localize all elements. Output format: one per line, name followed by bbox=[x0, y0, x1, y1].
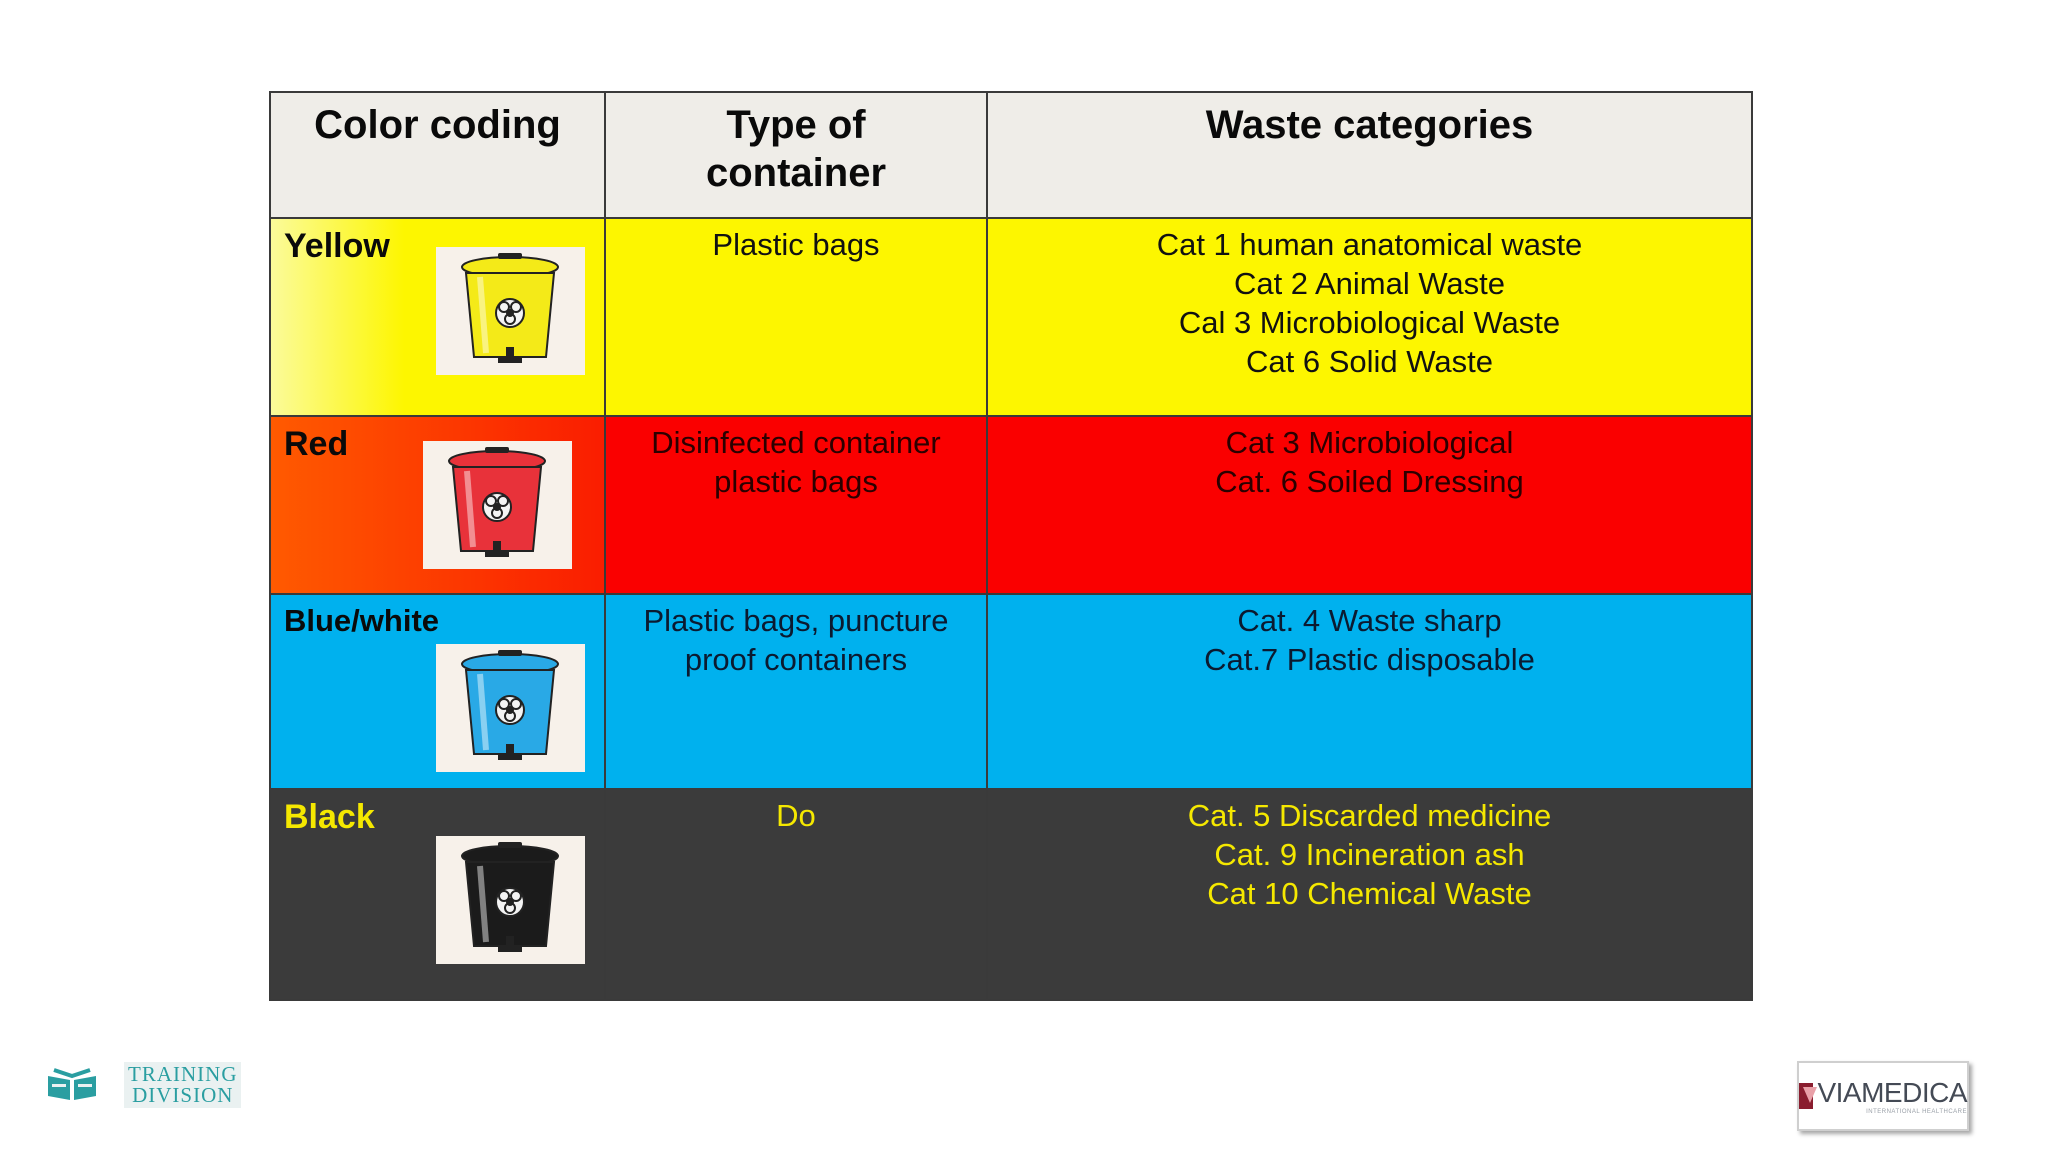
container-line: Do bbox=[776, 798, 816, 833]
viamedica-logo bbox=[1797, 1061, 1969, 1131]
color-cell-red bbox=[270, 416, 605, 594]
container-line: Disinfected container bbox=[651, 425, 941, 460]
color-cell-blue bbox=[270, 594, 605, 789]
color-label-blue: Blue/white bbox=[284, 603, 440, 638]
waste-line: Cat. 6 Soiled Dressing bbox=[1215, 464, 1524, 499]
waste-line: Cat. 5 Discarded medicine bbox=[1187, 798, 1552, 833]
training-word: TRAINING bbox=[128, 1062, 238, 1086]
table-header-row bbox=[270, 92, 1752, 218]
container-cell-blue bbox=[605, 594, 987, 789]
color-label-black: Black bbox=[284, 798, 375, 836]
viamedica-mark-icon bbox=[1799, 1083, 1813, 1109]
waste-cell-red bbox=[987, 416, 1752, 594]
viamedica-name: VIAMEDICA bbox=[1817, 1077, 1967, 1108]
table-row-black bbox=[270, 789, 1752, 1000]
red-biohazard-bin-icon bbox=[423, 441, 572, 569]
container-line: Plastic bags, puncture bbox=[643, 603, 949, 638]
header-waste-categories: Waste categories bbox=[987, 92, 1752, 218]
header-type-line2: container bbox=[705, 151, 887, 195]
color-cell-black bbox=[270, 789, 605, 1000]
container-line: Plastic bags bbox=[712, 227, 880, 262]
waste-color-coding-table bbox=[269, 91, 1753, 1001]
header-type-line1: Type of bbox=[726, 103, 866, 147]
waste-cell-blue bbox=[987, 594, 1752, 789]
viamedica-tagline: INTERNATIONAL HEALTHCARE bbox=[1866, 1109, 1967, 1115]
waste-line: Cat 10 Chemical Waste bbox=[1207, 876, 1532, 911]
header-type-of-container bbox=[605, 92, 987, 218]
container-cell-red bbox=[605, 416, 987, 594]
waste-line: Cat 6 Solid Waste bbox=[1246, 344, 1493, 379]
blue-biohazard-bin-icon bbox=[436, 644, 585, 772]
waste-line: Cat 1 human anatomical waste bbox=[1156, 227, 1583, 262]
waste-line: Cat. 9 Incineration ash bbox=[1214, 837, 1525, 872]
container-line: proof containers bbox=[684, 642, 908, 677]
waste-cell-yellow bbox=[987, 218, 1752, 416]
waste-cell-black bbox=[987, 789, 1752, 1000]
header-color-coding: Color coding bbox=[270, 92, 605, 218]
waste-line: Cal 3 Microbiological Waste bbox=[1178, 305, 1561, 340]
table-row-blue bbox=[270, 594, 1752, 789]
open-book-icon bbox=[44, 1066, 100, 1104]
waste-line: Cat.7 Plastic disposable bbox=[1204, 642, 1535, 677]
yellow-biohazard-bin-icon bbox=[436, 247, 585, 375]
waste-line: Cat 3 Microbiological bbox=[1225, 425, 1514, 460]
waste-line: Cat 2 Animal Waste bbox=[1233, 266, 1506, 301]
black-biohazard-bin-icon bbox=[436, 836, 585, 964]
color-label-red: Red bbox=[284, 425, 349, 463]
color-cell-yellow bbox=[270, 218, 605, 416]
container-line: plastic bags bbox=[714, 464, 878, 499]
training-division-logo bbox=[44, 1062, 241, 1108]
training-division-text bbox=[124, 1062, 241, 1108]
table-row-yellow bbox=[270, 218, 1752, 416]
container-cell-black bbox=[605, 789, 987, 1000]
table-row-red bbox=[270, 416, 1752, 594]
color-label-yellow: Yellow bbox=[284, 227, 390, 265]
container-cell-yellow bbox=[605, 218, 987, 416]
waste-line: Cat. 4 Waste sharp bbox=[1237, 603, 1502, 638]
division-word: DIVISION bbox=[132, 1083, 234, 1107]
